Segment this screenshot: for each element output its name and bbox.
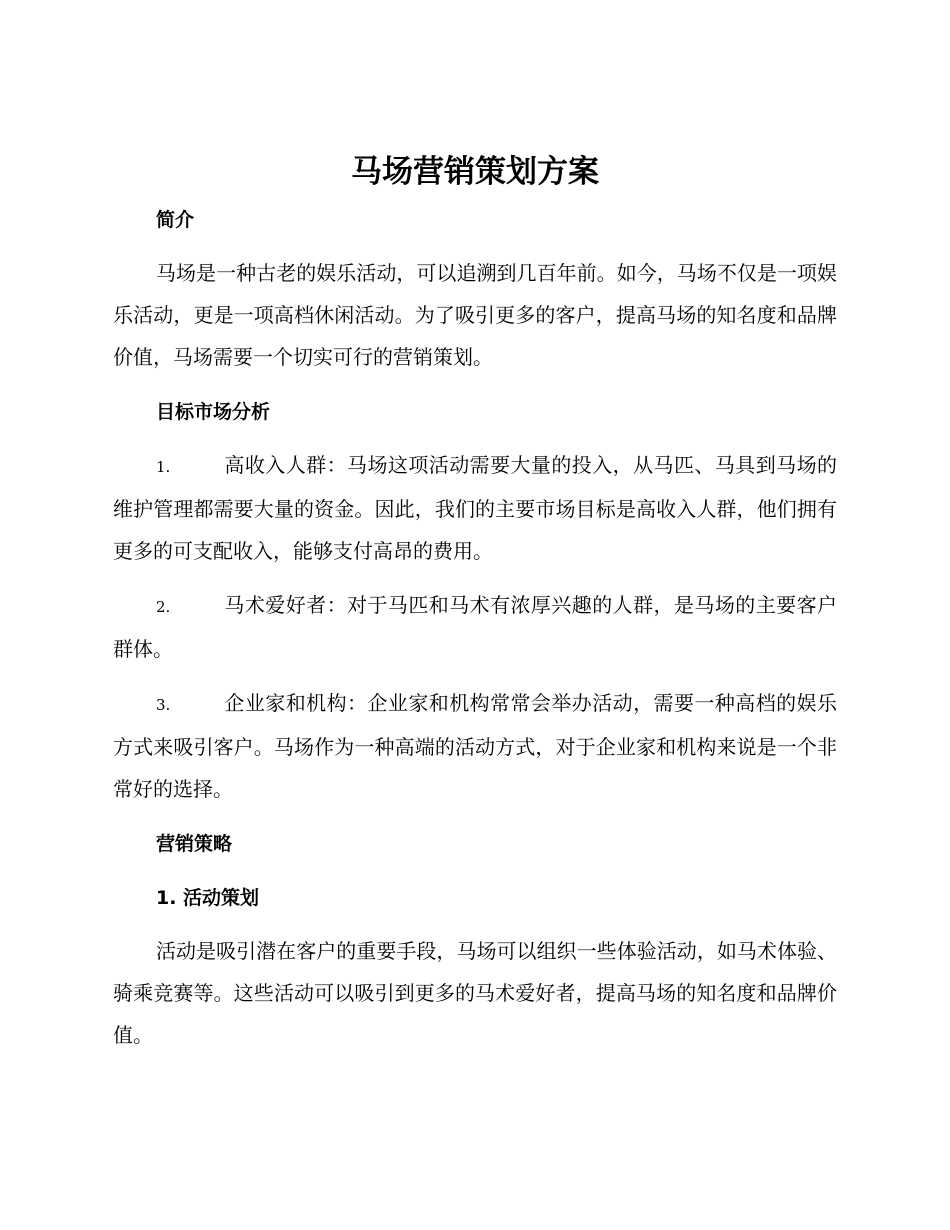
list-item [113,682,837,810]
list-item-text: 企业家和机构：企业家和机构常常会举办活动，需要一种高档的娱乐方式来吸引客户。马场作为一种高端的活动方式，对于企业家和机构来说是一个非常好的选择。 [113,691,837,801]
list-item [113,584,837,670]
marketing-paragraph: 活动是吸引潜在客户的重要手段，马场可以组织一些体验活动，如马术体验、骑乘竞赛等。这些活动可以吸引到更多的马术爱好者，提高马场的知名度和品牌价值。 [113,939,837,1047]
list-item-number: 1. [156,458,171,476]
intro-paragraph: 马场是一种古老的娱乐活动，可以追溯到几百年前。如今，马场不仅是一项娱乐活动，更是一项高档休闲活动。为了吸引更多的客户，提高马场的知名度和品牌价值，马场需要一个切实可行的营销策划。 [113,261,837,369]
list-item-number: 2. [156,598,171,616]
section-heading-intro: 简介 [156,209,195,231]
section-heading-target-market: 目标市场分析 [156,401,271,423]
list-item-text: 高收入人群：马场这项活动需要大量的投入，从马匹、马具到马场的维护管理都需要大量的资金。因此，我们的主要市场目标是高收入人群，他们拥有更多的可支配收入，能够支付高昂的费用。 [113,453,837,563]
section-heading-marketing: 营销策略 [156,833,233,855]
list-item [113,444,837,572]
document-body [113,198,837,1056]
list-item-number: 3. [156,696,171,714]
subsection-heading-activity: 1. 活动策划 [156,887,260,909]
document-title: 马场营销策划方案 [351,154,599,190]
list-item-text: 马术爱好者：对于马匹和马术有浓厚兴趣的人群，是马场的主要客户群体。 [113,593,837,661]
